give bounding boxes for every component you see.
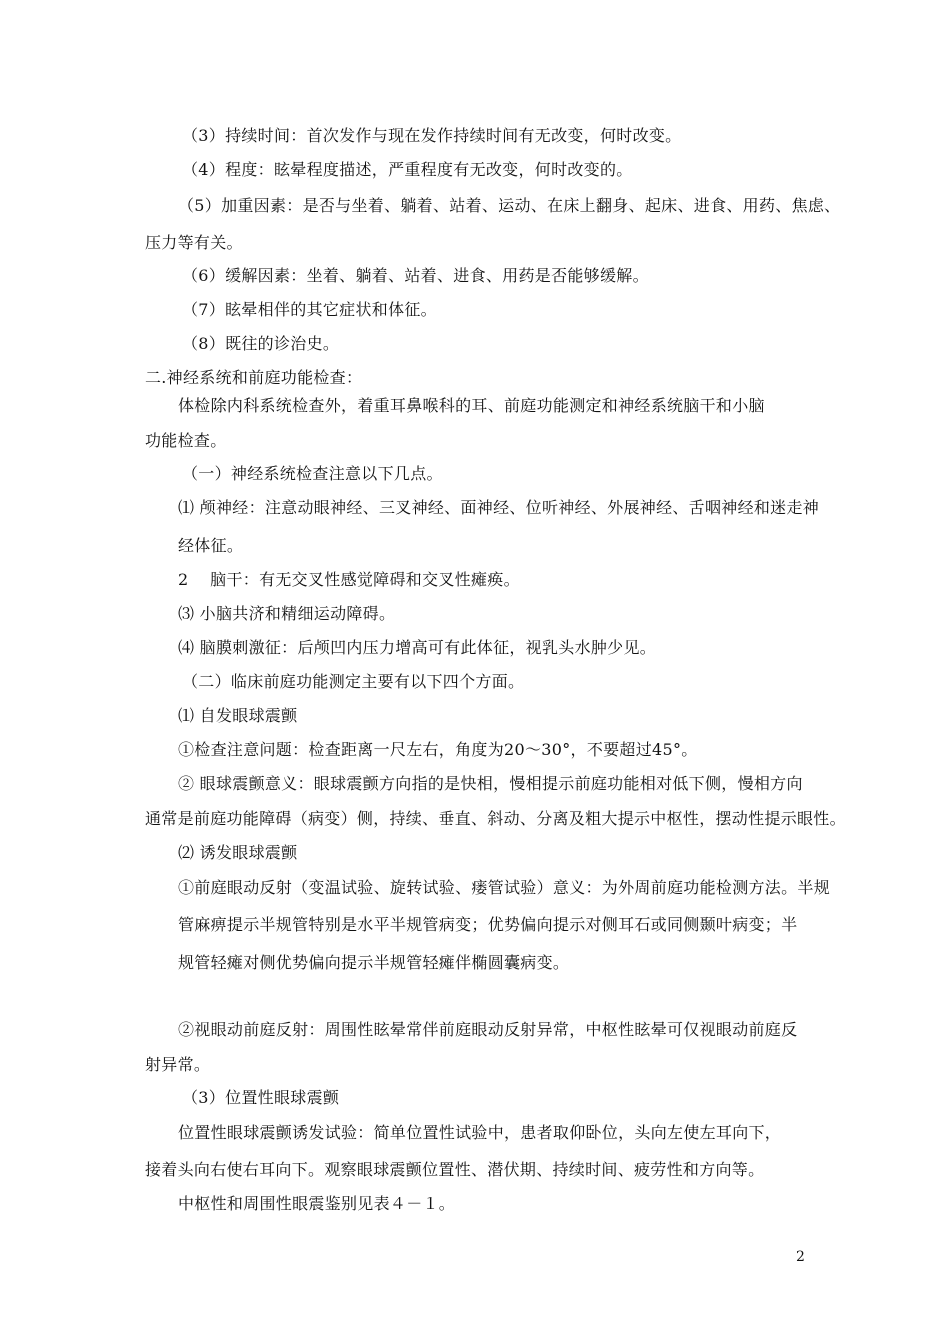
paragraph-table-reference: 中枢性和周围性眼震鉴别见表４－１。 <box>178 1194 456 1213</box>
paragraph-visual-vestibular-reflex-continued: 射异常。 <box>145 1055 211 1074</box>
paragraph-physical-exam: 体检除内科系统检查外，着重耳鼻喉科的耳、前庭功能测定和神经系统脑干和小脑 <box>178 396 765 415</box>
paragraph-vestibulo-ocular-reflex-continued-1: 管麻痹提示半规管特别是水平半规管病变；优势偏向提示对侧耳石或同侧颞叶病变；半 <box>178 915 798 934</box>
list-item-brainstem: 2 脑干：有无交叉性感觉障碍和交叉性瘫痪。 <box>178 570 520 589</box>
history-item-aggravating-factors: （5）加重因素：是否与坐着、躺着、站着、运动、在床上翻身、起床、进食、用药、焦虑、 <box>178 196 841 215</box>
section-heading-neurological-vestibular-exam: 二.神经系统和前庭功能检查： <box>145 368 363 387</box>
history-item-duration: （3）持续时间：首次发作与现在发作持续时间有无改变，何时改变。 <box>182 126 682 145</box>
paragraph-positional-test-continued: 接着头向右使右耳向下。观察眼球震颤位置性、潜伏期、持续时间、疲劳性和方向等。 <box>145 1160 765 1179</box>
page-number: 2 <box>796 1249 805 1265</box>
list-item-induced-nystagmus: ⑵ 诱发眼球震颤 <box>178 843 298 862</box>
list-item-cerebellum: ⑶ 小脑共济和精细运动障碍。 <box>178 604 396 623</box>
paragraph-physical-exam-continued: 功能检查。 <box>145 431 227 450</box>
list-item-cranial-nerves-continued: 经体征。 <box>178 536 244 555</box>
paragraph-positional-test: 位置性眼球震颤诱发试验：简单位置性试验中，患者取仰卧位，头向左使左耳向下， <box>178 1123 782 1142</box>
paragraph-exam-notes: ①检查注意问题：检查距离一尺左右，角度为20～30°，不要超过45°。 <box>178 740 698 759</box>
paragraph-vestibulo-ocular-reflex-continued-2: 规管轻瘫对侧优势偏向提示半规管轻瘫伴椭圆囊病变。 <box>178 953 570 972</box>
list-item-cranial-nerves: ⑴ 颅神经：注意动眼神经、三叉神经、面神经、位听神经、外展神经、舌咽神经和迷走神 <box>178 498 820 517</box>
paragraph-nystagmus-significance: ② 眼球震颤意义：眼球震颤方向指的是快相，慢相提示前庭功能相对低下侧，慢相方向 <box>178 774 803 793</box>
paragraph-nystagmus-significance-continued: 通常是前庭功能障碍（病变）侧，持续、垂直、斜动、分离及粗大提示中枢性，摆动性提示眼性。 <box>145 809 846 828</box>
paragraph-vestibulo-ocular-reflex: ①前庭眼动反射（变温试验、旋转试验、瘘管试验）意义：为外周前庭功能检测方法。半规 <box>178 878 831 897</box>
subheading-vestibular-tests: （二）临床前庭功能测定主要有以下四个方面。 <box>182 672 525 691</box>
history-item-previous-treatment: （8）既往的诊治史。 <box>182 334 340 353</box>
paragraph-visual-vestibular-reflex: ②视眼动前庭反射：周围性眩晕常伴前庭眼动反射异常，中枢性眩晕可仅视眼动前庭反 <box>178 1020 798 1039</box>
list-item-positional-nystagmus: （3）位置性眼球震颤 <box>182 1088 340 1107</box>
history-item-relieving-factors: （6）缓解因素：坐着、躺着、站着、进食、用药是否能够缓解。 <box>182 266 649 285</box>
history-item-aggravating-factors-continued: 压力等有关。 <box>145 233 243 252</box>
list-item-spontaneous-nystagmus: ⑴ 自发眼球震颤 <box>178 706 298 725</box>
history-item-severity: （4）程度：眩晕程度描述，严重程度有无改变，何时改变的。 <box>182 160 633 179</box>
list-item-meningeal-signs: ⑷ 脑膜刺激征：后颅凹内压力增高可有此体征，视乳头水肿少见。 <box>178 638 657 657</box>
subheading-neurological-exam: （一）神经系统检查注意以下几点。 <box>182 464 443 483</box>
history-item-associated-symptoms: （7）眩晕相伴的其它症状和体征。 <box>182 300 437 319</box>
